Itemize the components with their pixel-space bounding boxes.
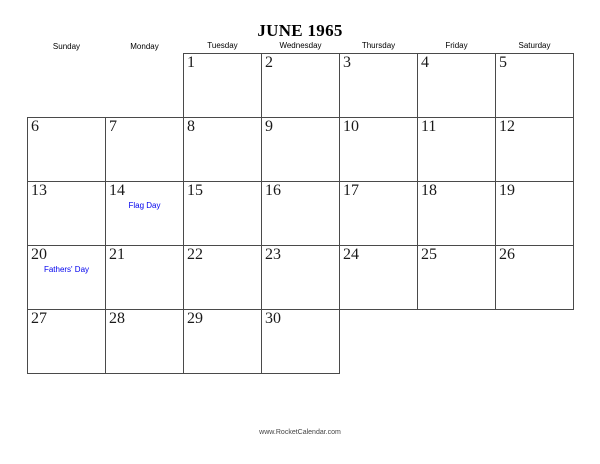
day-cell-21 bbox=[106, 246, 184, 310]
date-number: 20 bbox=[31, 246, 47, 263]
day-header-wednesday: Wednesday bbox=[279, 41, 322, 50]
day-cell-8 bbox=[184, 118, 262, 182]
day-cell-1 bbox=[184, 54, 262, 118]
date-number: 12 bbox=[499, 118, 515, 135]
day-cell-25 bbox=[418, 246, 496, 310]
week-row-4 bbox=[28, 246, 574, 310]
date-number: 8 bbox=[187, 118, 195, 135]
day-cell-6 bbox=[28, 118, 106, 182]
date-number: 9 bbox=[265, 118, 273, 135]
date-number: 22 bbox=[187, 246, 203, 263]
empty-cell bbox=[496, 310, 574, 374]
empty-cell bbox=[28, 54, 106, 118]
week-row-1 bbox=[28, 54, 574, 118]
date-number: 26 bbox=[499, 246, 515, 263]
day-cell-20 bbox=[28, 246, 106, 310]
date-number: 6 bbox=[31, 118, 39, 135]
day-header-row bbox=[28, 41, 574, 54]
day-header-monday: Monday bbox=[130, 41, 159, 51]
date-number: 15 bbox=[187, 182, 203, 199]
day-cell-18 bbox=[418, 182, 496, 246]
empty-cell bbox=[418, 310, 496, 374]
date-number: 10 bbox=[343, 118, 359, 135]
empty-cell bbox=[340, 310, 418, 374]
week-row-2 bbox=[28, 118, 574, 182]
day-cell-29 bbox=[184, 310, 262, 374]
date-number: 3 bbox=[343, 54, 351, 71]
date-number: 30 bbox=[265, 310, 281, 327]
week-row-3 bbox=[28, 182, 574, 246]
day-cell-9 bbox=[262, 118, 340, 182]
date-number: 23 bbox=[265, 246, 281, 263]
date-number: 13 bbox=[31, 182, 47, 199]
date-number: 17 bbox=[343, 182, 359, 199]
day-cell-3 bbox=[340, 54, 418, 118]
day-header-saturday: Saturday bbox=[518, 41, 551, 50]
date-number: 5 bbox=[499, 54, 507, 71]
day-cell-15 bbox=[184, 182, 262, 246]
day-cell-26 bbox=[496, 246, 574, 310]
holiday-label-fathers-day: Fathers' Day bbox=[43, 264, 90, 274]
date-number: 14 bbox=[109, 182, 125, 199]
day-header-tuesday: Tuesday bbox=[207, 41, 238, 50]
day-cell-12 bbox=[496, 118, 574, 182]
date-number: 18 bbox=[421, 182, 437, 199]
empty-cell bbox=[106, 54, 184, 118]
date-number: 24 bbox=[343, 246, 359, 263]
day-cell-4 bbox=[418, 54, 496, 118]
page-title: JUNE 1965 bbox=[257, 21, 343, 40]
day-cell-23 bbox=[262, 246, 340, 310]
day-cell-27 bbox=[28, 310, 106, 374]
date-number: 16 bbox=[265, 182, 281, 199]
date-number: 11 bbox=[421, 118, 437, 135]
day-header-friday: Friday bbox=[445, 41, 468, 50]
day-cell-22 bbox=[184, 246, 262, 310]
holiday-label-flag-day: Flag Day bbox=[128, 200, 161, 210]
week-row-5 bbox=[28, 310, 574, 374]
calendar-grid bbox=[27, 41, 574, 374]
date-number: 19 bbox=[499, 182, 515, 199]
day-cell-16 bbox=[262, 182, 340, 246]
day-header-sunday: Sunday bbox=[52, 41, 81, 51]
day-cell-7 bbox=[106, 118, 184, 182]
day-cell-13 bbox=[28, 182, 106, 246]
day-cell-11 bbox=[418, 118, 496, 182]
day-cell-2 bbox=[262, 54, 340, 118]
date-number: 4 bbox=[421, 54, 429, 71]
date-number: 29 bbox=[187, 310, 203, 327]
date-number: 2 bbox=[265, 54, 273, 71]
date-number: 25 bbox=[421, 246, 437, 263]
date-number: 1 bbox=[187, 54, 195, 71]
day-cell-24 bbox=[340, 246, 418, 310]
date-number: 27 bbox=[31, 310, 47, 327]
day-header-thursday: Thursday bbox=[361, 41, 396, 50]
day-cell-17 bbox=[340, 182, 418, 246]
day-cell-14 bbox=[106, 182, 184, 246]
day-cell-30 bbox=[262, 310, 340, 374]
day-cell-10 bbox=[340, 118, 418, 182]
day-cell-19 bbox=[496, 182, 574, 246]
date-number: 21 bbox=[109, 246, 125, 263]
day-cell-5 bbox=[496, 54, 574, 118]
footer-url: www.RocketCalendar.com bbox=[259, 429, 341, 436]
date-number: 28 bbox=[109, 310, 125, 327]
date-number: 7 bbox=[109, 118, 117, 135]
day-cell-28 bbox=[106, 310, 184, 374]
